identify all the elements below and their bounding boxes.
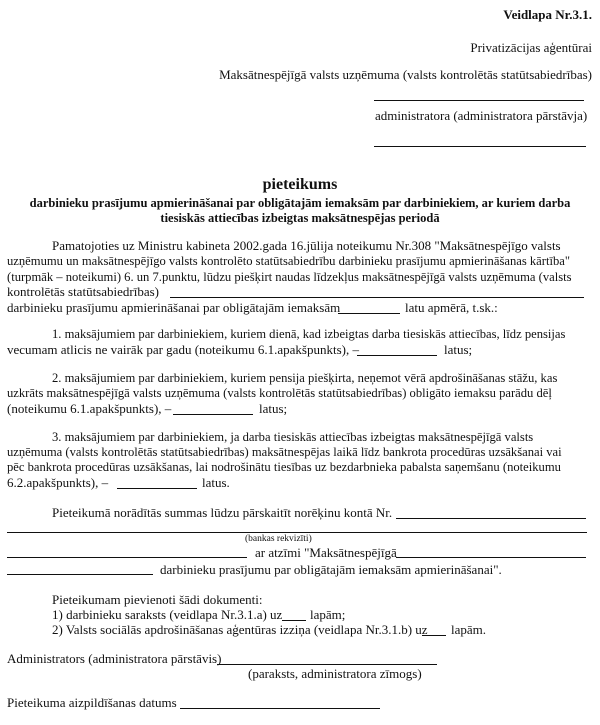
total-amount-field[interactable] — [338, 313, 400, 314]
item1-amount-field[interactable] — [357, 355, 437, 356]
date-label: Pieteikuma aizpildīšanas datums — [7, 695, 177, 710]
item3-line4a: 6.2.apakšpunkts), – — [7, 475, 109, 490]
item2-amount-field[interactable] — [173, 414, 253, 415]
administrator-label: administratora (administratora pārstāvja) — [375, 108, 588, 123]
note-company-field[interactable] — [7, 574, 153, 575]
bank-details-field[interactable] — [7, 532, 587, 533]
item1-line2b: latus; — [444, 342, 473, 357]
attachment1-b: lapām; — [310, 607, 346, 622]
item3-line3: pēc bankrota procedūras uzsākšanas, lai nodrošinātu tiesības uz bezdarbnieka pabalsta saņemšanu (noteikumu — [7, 460, 561, 474]
intro-line2: uzņēmumu un maksātnespējīgo valsts kontrolēto statūtsabiedrību darbinieku prasījumu apmierināšanas kārtība" — [7, 254, 570, 268]
company-name-line[interactable] — [170, 297, 584, 298]
intro-line5a: darbinieku prasījumu apmierināšanai par obligātajām iemaksām — [7, 300, 341, 315]
form-number: Veidlapa Nr.3.1. — [503, 7, 592, 22]
addressee-line2: Maksātnespējīgā valsts uzņēmuma (valsts kontrolētās statūtsabiedrības) — [219, 67, 592, 82]
attachment1-a: 1) darbinieku saraksts (veidlapa Nr.3.1.a) uz — [52, 607, 283, 622]
attachments-title: Pieteikumam pievienoti šādi dokumenti: — [52, 592, 263, 607]
item2-line2: uzkrāts maksātnespējīgā valsts uzņēmuma (valsts kontrolētās statūtsabiedrības) obligāto iemaksu parādu dēļ — [7, 386, 552, 400]
note-a: ar atzīmi "Maksātnespējīgā — [255, 545, 397, 560]
attachment2-pages-field[interactable] — [422, 635, 446, 636]
item2-line3b: latus; — [259, 401, 288, 416]
intro-line1: Pamatojoties uz Ministru kabineta 2002.gada 16.jūlija noteikumu Nr.308 "Maksātnespējīgo valsts — [52, 238, 561, 253]
document-subtitle-line2: tiesiskās attiecības izbeigtas maksātnespējas periodā — [160, 211, 440, 225]
intro-line5b: latu apmērā, t.sk.: — [405, 300, 498, 315]
admin-caption: (paraksts, administratora zīmogs) — [248, 666, 422, 681]
item1-line2a: vecumam atlicis ne vairāk par gadu (noteikumu 6.1.apakšpunkts), – — [7, 342, 359, 357]
admin-label: Administrators (administratora pārstāvis) — [7, 651, 222, 666]
admin-signature-field[interactable] — [217, 664, 437, 665]
item3-line1: 3. maksājumiem par darbiniekiem, ja darba tiesiskās attiecības izbeigtas maksātnespējīgā valsts — [52, 430, 534, 444]
attachment2-b: lapām. — [451, 622, 487, 637]
document-subtitle-line1: darbinieku prasījumu apmierināšanai par obligātajām iemaksām par darbiniekiem, ar kuriem darba — [29, 196, 571, 210]
item3-line4b: latus. — [202, 475, 230, 490]
item1-line1: 1. maksājumiem par darbiniekiem, kuriem dienā, kad izbeigtas darba tiesiskās attiecības, līdz pensijas — [52, 327, 566, 341]
item2-line1: 2. maksājumiem par darbiniekiem, kuriem pensija piešķirta, neņemot vērā apdrošināšanas stāžu, kas — [52, 371, 558, 385]
account-number-field[interactable] — [396, 518, 586, 519]
document-title: pieteikums — [262, 176, 338, 193]
completion-date-field[interactable] — [180, 708, 380, 709]
note-b: darbinieku prasījumu par obligātajām iemaksām apmierināšanai". — [160, 562, 502, 577]
administrator-name-line[interactable] — [374, 100, 584, 101]
transfer-text: Pieteikumā norādītās summas lūdzu pārskaitīt norēķinu kontā Nr. — [52, 505, 393, 520]
note-left-field[interactable] — [7, 557, 247, 558]
attachment1-pages-field[interactable] — [282, 620, 306, 621]
intro-line3: (turpmāk – noteikumi) 6. un 7.punktu, lūdzu piešķirt naudas līdzekļus maksātnespējīgā valsts uzņēmuma (valsts — [7, 270, 572, 284]
administrator-extra-line[interactable] — [374, 146, 586, 147]
note-right-field[interactable] — [396, 557, 586, 558]
item2-line3a: (noteikumu 6.1.apakšpunkts), – — [7, 401, 172, 416]
item3-amount-field[interactable] — [117, 488, 197, 489]
attachment2-a: 2) Valsts sociālās apdrošināšanas aģentūras izziņa (veidlapa Nr.3.1.b) uz — [52, 622, 428, 637]
addressee-line1: Privatizācijas aģentūrai — [470, 40, 592, 55]
bank-caption: (bankas rekvizīti) — [245, 534, 312, 544]
intro-line4: kontrolētās statūtsabiedrības) — [7, 284, 159, 299]
item3-line2: uzņēmuma (valsts kontrolētās statūtsabiedrības) maksātnespējas laikā līdz bankrota procedūras uzsākšanai vai — [7, 445, 562, 459]
